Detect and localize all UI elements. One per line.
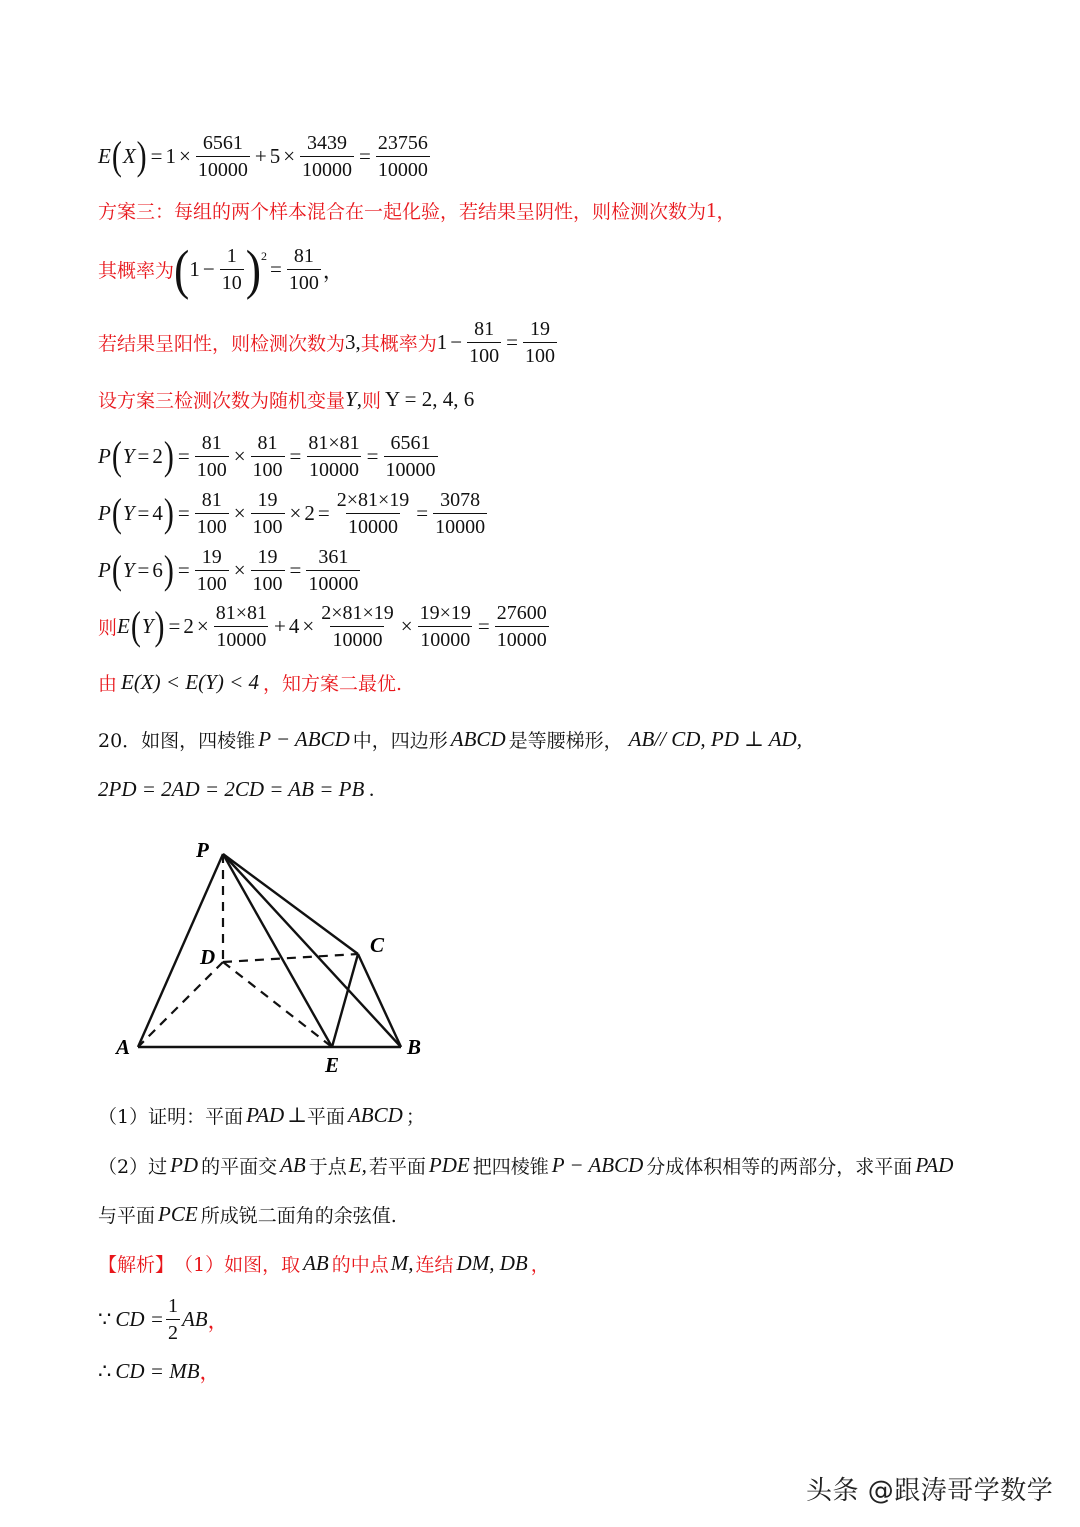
prob-neg-frac-den: 10 bbox=[220, 269, 244, 296]
ey-f1-den: 10000 bbox=[214, 626, 268, 653]
part2-line1 bbox=[98, 1152, 953, 1179]
part2-t4: 若平面 bbox=[368, 1156, 426, 1178]
prob-neg-result bbox=[287, 243, 321, 296]
set-y-vals: Y = 2, 4, 6 bbox=[384, 387, 475, 411]
ex-frac2-num: 3439 bbox=[307, 132, 348, 154]
pos-text1: 若结果呈阳性，则检测次数为 bbox=[98, 333, 346, 355]
part2-t3: 于点 bbox=[308, 1156, 347, 1178]
p4-a-den: 100 bbox=[195, 513, 229, 540]
watermark: 头条 @跟涛哥学数学 bbox=[806, 1476, 1054, 1506]
pos-frac-den: 100 bbox=[467, 342, 501, 369]
because-line bbox=[98, 1293, 229, 1346]
solution-t2: 的中点 bbox=[331, 1254, 389, 1276]
prob-neg-line: 其概率为 ( 1 − $\frac{1}{10}$ ) $^2$ = $\frac{81}{100}$ ， bbox=[98, 238, 344, 301]
part2b-pce: PCE bbox=[158, 1202, 198, 1226]
therefore-expr: CD = MB bbox=[115, 1358, 200, 1383]
label-e: E bbox=[325, 1053, 340, 1077]
ey-result-den: 10000 bbox=[495, 626, 549, 653]
because-lhs: CD = bbox=[115, 1307, 164, 1331]
ey-f3-num: 19×19 bbox=[419, 602, 471, 624]
p6-b-num: 19 bbox=[257, 546, 278, 568]
q20-body: P − ABCD bbox=[258, 727, 350, 751]
concl-expr: E(X) < E(Y) < 4 bbox=[121, 670, 259, 694]
pos-text2: 其概率为 bbox=[360, 333, 437, 355]
ex-result-den: 10000 bbox=[376, 156, 430, 183]
p-y4: P ( Y = 4 ) = $\frac{81}{100}$ × $\frac{19}{100}$ × 2 = $\frac{2\times 81\times 19}{10000}$ = $\frac{3078}{10000}$ bbox=[98, 489, 486, 538]
ex-var: X bbox=[122, 144, 136, 168]
p4-r-num: 3078 bbox=[440, 489, 481, 511]
part2b-tail: 所成锐二面角的余弦值. bbox=[200, 1205, 397, 1227]
q20-cond: AB// CD, PD ⊥ AD, bbox=[628, 727, 802, 751]
pos-n: 3 bbox=[345, 330, 356, 354]
p2-c-num: 81×81 bbox=[308, 432, 360, 454]
part1-text: （1）证明：平面 bbox=[98, 1106, 244, 1128]
ex-result bbox=[376, 130, 430, 183]
p2-r-den: 10000 bbox=[384, 456, 438, 483]
p4-b-num: 19 bbox=[257, 489, 278, 511]
prob-neg-frac-num: 1 bbox=[226, 245, 237, 267]
p6-b-den: 100 bbox=[251, 570, 285, 597]
edge-cb bbox=[358, 954, 401, 1047]
ex-lhs: E bbox=[98, 144, 111, 168]
because-sym: ∵ bbox=[98, 1307, 112, 1331]
p6-r-num: 361 bbox=[318, 546, 349, 568]
part2-pad: PAD bbox=[915, 1153, 954, 1177]
pyramid-diagram bbox=[108, 834, 438, 1079]
ex-frac1-num: 6561 bbox=[202, 132, 243, 154]
part2-e: E, bbox=[348, 1153, 367, 1177]
set-y-text: 设方案三检测次数为随机变量 bbox=[98, 390, 346, 412]
q20-quad: ABCD bbox=[450, 727, 506, 751]
solution-m: M, bbox=[390, 1251, 414, 1275]
therefore-line bbox=[98, 1356, 221, 1386]
because-rhs: AB bbox=[181, 1307, 208, 1331]
concl-prefix: 由 bbox=[98, 673, 118, 695]
edge-ce bbox=[332, 954, 358, 1047]
solution-tail: ， bbox=[530, 1254, 550, 1276]
prob-neg-tail: ， bbox=[322, 258, 344, 283]
ex-frac2 bbox=[300, 130, 354, 183]
ey-a: 2 bbox=[183, 614, 194, 638]
p2-c-den: 10000 bbox=[307, 456, 361, 483]
part1-tail: ； bbox=[405, 1106, 425, 1128]
q20-line2 bbox=[98, 777, 375, 802]
because-frac-num: 1 bbox=[167, 1295, 178, 1317]
label-c: C bbox=[370, 933, 385, 957]
part2-pabcd: P − ABCD bbox=[551, 1153, 644, 1177]
p6-k: 6 bbox=[152, 558, 163, 582]
part2-line2 bbox=[98, 1201, 397, 1228]
prob-neg-one: 1 bbox=[189, 257, 200, 281]
ey-f2-den: 10000 bbox=[330, 626, 384, 653]
p-y2: P ( Y = 2 ) = $\frac{81}{100}$ × $\frac{81}{100}$ = $\frac{81\times 81}{10000}$ = $\frac{6561}{10000}$ bbox=[98, 432, 436, 481]
pyramid-hidden-edges bbox=[138, 854, 358, 1047]
q20-mid2: 是等腰梯形， bbox=[508, 730, 623, 752]
label-d: D bbox=[200, 945, 216, 969]
solution-ab: AB bbox=[303, 1251, 329, 1275]
ey-f2-num: 2×81×19 bbox=[321, 602, 394, 624]
ey-f3-den: 10000 bbox=[418, 626, 472, 653]
plan3-line bbox=[98, 197, 736, 224]
part2-t2: 的平面交 bbox=[201, 1156, 278, 1178]
plan3-tail: ， bbox=[716, 201, 736, 223]
edge-dc bbox=[223, 954, 358, 962]
p6-r-den: 10000 bbox=[306, 570, 360, 597]
pos-result-den: 100 bbox=[523, 342, 557, 369]
q20-mid: 中，四边形 bbox=[352, 730, 448, 752]
pos-frac-num: 81 bbox=[474, 318, 495, 340]
p2-r-num: 6561 bbox=[390, 432, 431, 454]
edge-pc bbox=[223, 854, 358, 954]
q20-expr: 2PD = 2AD = 2CD = AB = PB . bbox=[98, 777, 375, 801]
because-frac-den: 2 bbox=[166, 1319, 180, 1346]
part2-t5: 把四棱锥 bbox=[472, 1156, 549, 1178]
solution-t1: （1）如图，取 bbox=[174, 1254, 301, 1276]
p4-a-num: 81 bbox=[201, 489, 222, 511]
ex-result-num: 23756 bbox=[377, 132, 428, 154]
part2-t6: 分成体积相等的两部分，求平面 bbox=[646, 1156, 913, 1178]
part1-mid: 平面 bbox=[306, 1106, 345, 1128]
pos-result bbox=[523, 316, 557, 369]
pos-frac bbox=[467, 316, 501, 369]
ex-frac1 bbox=[196, 130, 250, 183]
label-b: B bbox=[407, 1035, 422, 1059]
ex-formula: E ( X ) = 1 × $\frac{6561}{10000}$ + 5 × $\frac{3439}{10000}$ = $\frac{23756}{10000}$ bbox=[98, 132, 428, 181]
p-y6: P ( Y = 6 ) = $\frac{19}{100}$ × $\frac{19}{100}$ = $\frac{361}{10000}$ bbox=[98, 546, 359, 595]
part1-p2: ABCD bbox=[347, 1103, 403, 1127]
label-p: P bbox=[196, 838, 209, 862]
p2-a-den: 100 bbox=[195, 456, 229, 483]
solution-dm: DM, DB bbox=[456, 1251, 528, 1275]
ex-b: 5 bbox=[269, 144, 281, 168]
part1-line bbox=[98, 1102, 425, 1129]
p2-k: 2 bbox=[152, 444, 163, 468]
part2b-text: 与平面 bbox=[98, 1205, 156, 1227]
part1-p1: PAD bbox=[246, 1103, 285, 1127]
p2-a-num: 81 bbox=[201, 432, 222, 454]
pos-line: 若结果呈阳性，则检测次数为 3 , 其概率为 1 − $\frac{81}{100}$ = $\frac{19}{100}$ bbox=[98, 318, 555, 367]
solution-t3: 连结 bbox=[415, 1254, 454, 1276]
set-y-line: 设方案三检测次数为随机变量 Y , 则 Y = 2, 4, 6 bbox=[98, 387, 475, 412]
part2-pde: PDE bbox=[428, 1153, 470, 1177]
ey-b: 4 bbox=[288, 614, 300, 638]
p2-b-den: 100 bbox=[251, 456, 285, 483]
p4-b-den: 100 bbox=[251, 513, 285, 540]
pyramid-solid-edges bbox=[138, 854, 401, 1047]
ex-frac1-den: 10000 bbox=[196, 156, 250, 183]
ex-a: 1 bbox=[165, 144, 176, 168]
p2-b-num: 81 bbox=[257, 432, 278, 454]
prob-neg-frac bbox=[220, 243, 244, 296]
prob-neg-result-den: 100 bbox=[287, 269, 321, 296]
solution-tag: 【解析】 bbox=[98, 1254, 175, 1276]
prob-neg-exp: 2 bbox=[261, 249, 268, 263]
q20-text: 20．如图，四棱锥 bbox=[98, 730, 256, 752]
p4-m: 2 bbox=[304, 501, 315, 525]
q20-line1 bbox=[98, 726, 802, 753]
part2-ab: AB bbox=[280, 1153, 306, 1177]
p4-k: 4 bbox=[152, 501, 163, 525]
prob-neg-text: 其概率为 bbox=[98, 260, 175, 282]
solution-line bbox=[98, 1250, 550, 1277]
prob-neg-result-num: 81 bbox=[293, 245, 314, 267]
concl-text: ，知方案二最优. bbox=[263, 673, 403, 695]
part2-text: （2）过 bbox=[98, 1156, 168, 1178]
therefore-tail: ， bbox=[199, 1360, 221, 1384]
label-a: A bbox=[116, 1035, 131, 1059]
ey-formula: 则 E ( Y ) = 2 × $\frac{81\times 81}{10000}$ + 4 × $\frac{2\times 81\times 19}{10000}$ × $\frac{19\times 19}{10000}$ = $\frac{27600}{10000}$ bbox=[98, 602, 547, 651]
p6-a-den: 100 bbox=[195, 570, 229, 597]
ex-frac2-den: 10000 bbox=[300, 156, 354, 183]
plan3-num: 1 bbox=[706, 198, 717, 222]
part2-pd: PD bbox=[170, 1153, 199, 1177]
edge-da bbox=[138, 962, 223, 1047]
pos-one: 1 bbox=[436, 330, 448, 354]
p4-c-num: 2×81×19 bbox=[336, 489, 410, 511]
plan3-text: 方案三：每组的两个样本混合在一起化验，若结果呈阴性，则检测次数为 bbox=[98, 201, 707, 223]
ey-f1-num: 81×81 bbox=[215, 602, 267, 624]
edge-pe bbox=[223, 854, 332, 1047]
ey-result-num: 27600 bbox=[496, 602, 547, 624]
p4-r-den: 10000 bbox=[433, 513, 487, 540]
because-tail: ， bbox=[207, 1308, 229, 1333]
conclusion-line bbox=[98, 669, 402, 696]
part1-perp: ⊥ bbox=[287, 1103, 307, 1127]
p6-a-num: 19 bbox=[201, 546, 222, 568]
pos-result-num: 19 bbox=[529, 318, 550, 340]
edge-de bbox=[223, 962, 332, 1047]
therefore-sym: ∴ bbox=[98, 1358, 112, 1383]
p4-c-den: 10000 bbox=[346, 513, 400, 540]
set-y-text2: 则 bbox=[361, 390, 381, 412]
ey-prefix: 则 bbox=[98, 617, 118, 639]
set-y-var: Y bbox=[345, 387, 357, 411]
